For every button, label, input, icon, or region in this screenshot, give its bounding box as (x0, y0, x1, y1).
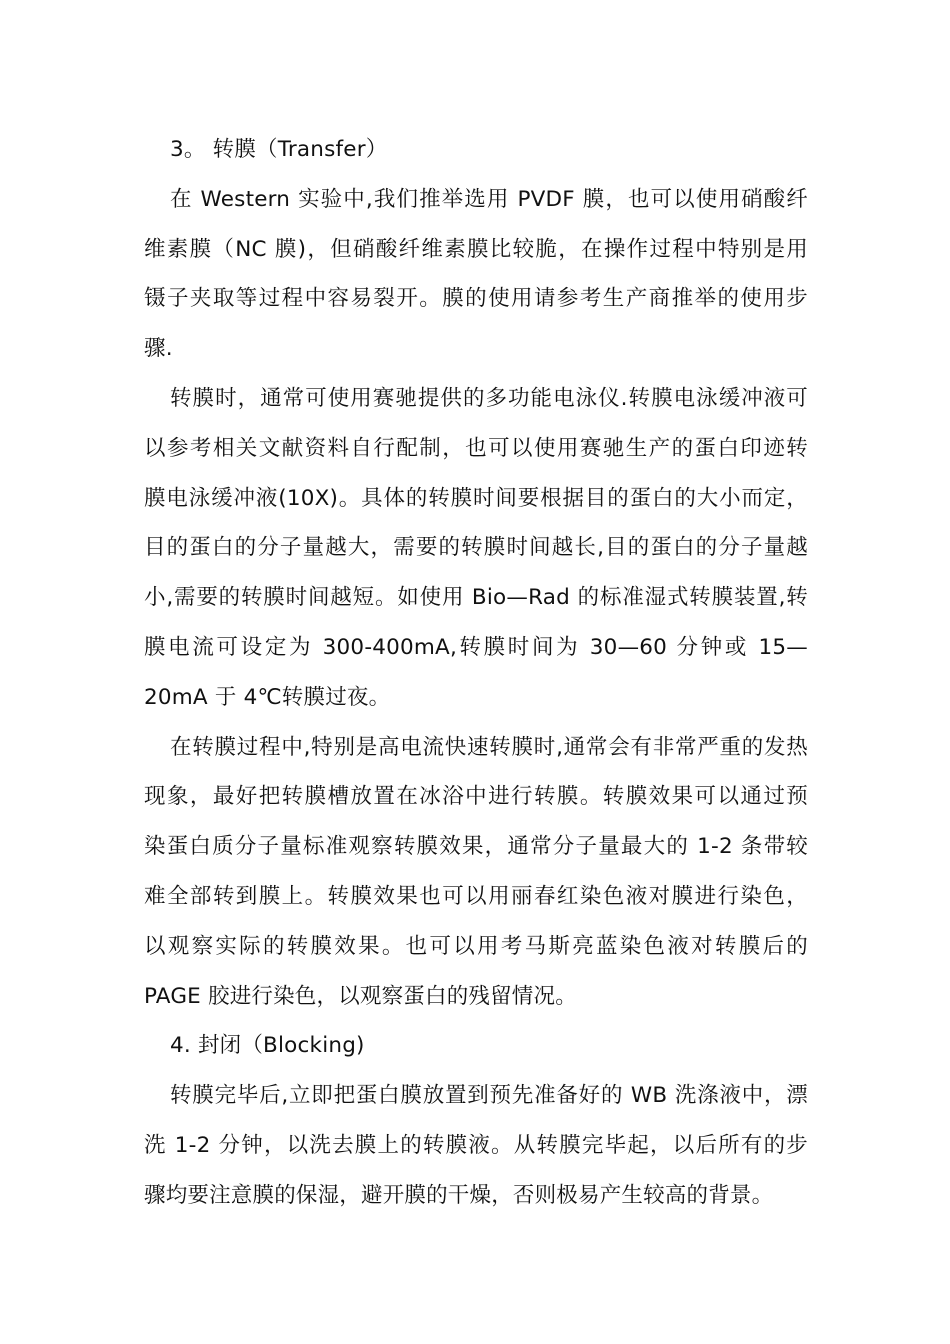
text-line: 骤均要注意膜的保湿，避开膜的干燥，否则极易产生较高的背景。 (144, 1182, 774, 1208)
text-line: 转膜时，通常可使用赛驰提供的多功能电泳仪.转膜电泳缓冲液可 (170, 385, 808, 411)
text-line: 以观察实际的转膜效果。也可以用考马斯亮蓝染色液对转膜后的 (144, 933, 808, 959)
text-line: 膜电泳缓冲液(10X)。具体的转膜时间要根据目的蛋白的大小而定， (144, 485, 808, 511)
section-3-paragraph-3 (144, 723, 808, 1022)
text-line: 以参考相关文献资料自行配制，也可以使用赛驰生产的蛋白印迹转 (144, 435, 808, 461)
text-line: 转膜完毕后,立即把蛋白膜放置到预先准备好的 WB 洗涤液中，漂 (170, 1083, 808, 1109)
text-line: 维素膜（NC 膜)，但硝酸纤维素膜比较脆，在操作过程中特别是用 (144, 236, 808, 262)
text-line: 染蛋白质分子量标准观察转膜效果，通常分子量最大的 1-2 条带较 (144, 834, 808, 860)
section-3-paragraph-1 (144, 175, 808, 374)
text-line: PAGE 胶进行染色，以观察蛋白的残留情况。 (144, 983, 577, 1009)
section-3-paragraph-2 (144, 374, 808, 723)
text-line: 膜电流可设定为 300-400mA,转膜时间为 30—60 分钟或 15— (144, 634, 808, 660)
section-4-paragraph-1 (144, 1071, 808, 1220)
text-line: 在 Western 实验中,我们推举选用 PVDF 膜，也可以使用硝酸纤 (170, 186, 808, 212)
section-4-heading: 4. 封闭（Blocking) (170, 1033, 365, 1059)
text-line: 骤. (144, 336, 173, 362)
text-line: 目的蛋白的分子量越大，需要的转膜时间越长,目的蛋白的分子量越 (144, 535, 808, 561)
text-line: 小,需要的转膜时间越短。如使用 Bio—Rad 的标准湿式转膜装置,转 (144, 585, 808, 611)
text-line: 现象，最好把转膜槽放置在冰浴中进行转膜。转膜效果可以通过预 (144, 784, 808, 810)
text-line: 20mA 于 4℃转膜过夜。 (144, 684, 391, 710)
text-line: 在转膜过程中,特别是高电流快速转膜时,通常会有非常严重的发热 (170, 734, 808, 760)
document-body (144, 125, 808, 1221)
section-3-heading: 3。 转膜（Transfer） (170, 137, 388, 162)
text-line: 洗 1-2 分钟，以洗去膜上的转膜液。从转膜完毕起，以后所有的步 (144, 1132, 808, 1158)
text-line: 难全部转到膜上。转膜效果也可以用丽春红染色液对膜进行染色， (144, 883, 808, 909)
text-line: 镊子夹取等过程中容易裂开。膜的使用请参考生产商推举的使用步 (144, 286, 808, 312)
